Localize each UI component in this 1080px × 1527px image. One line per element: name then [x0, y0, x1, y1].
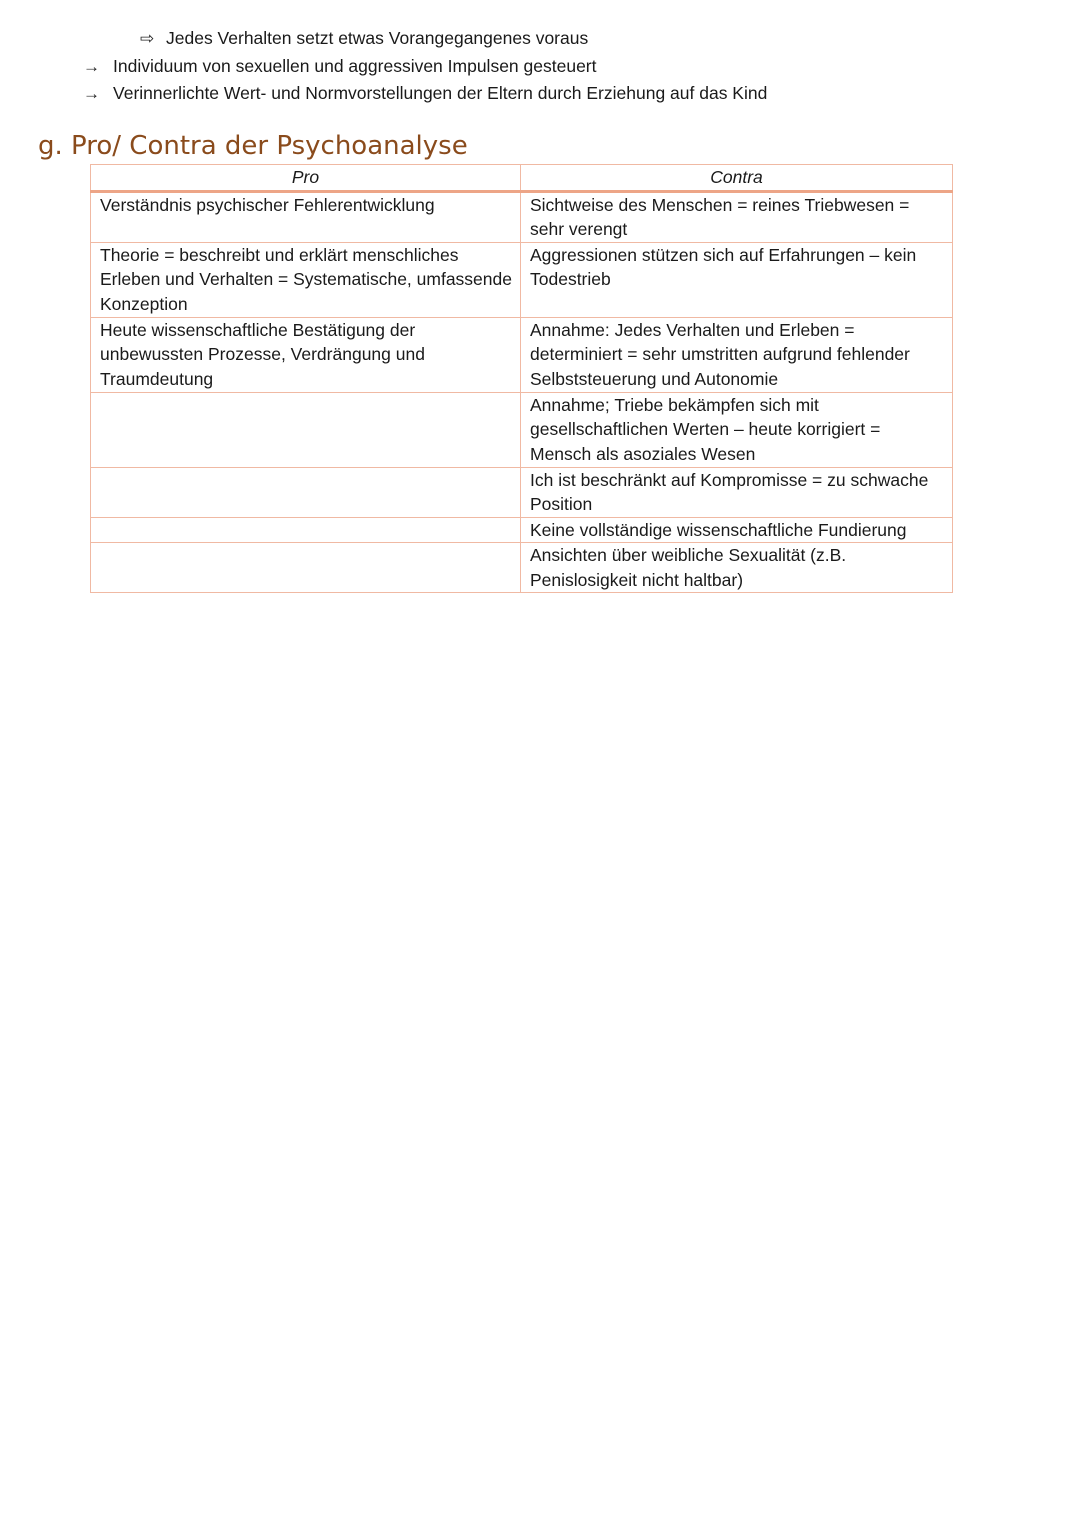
arrow-right-icon: →	[83, 84, 100, 103]
section-heading: g. Pro/ Contra der Psychoanalyse	[38, 131, 468, 161]
column-header-contra: Contra	[521, 165, 953, 192]
pro-cell	[91, 467, 521, 517]
contra-cell	[521, 317, 953, 392]
bullet-item	[83, 54, 597, 79]
cell-text: Keine vollständige wissenschaftliche Fundierung	[530, 519, 907, 540]
bullet-item	[140, 26, 588, 51]
bullet-text: Individuum von sexuellen und aggressiven Impulsen gesteuert	[113, 56, 597, 76]
pro-cell	[91, 242, 521, 317]
cell-text: Ich ist beschränkt auf Kompromisse = zu schwache Position	[530, 469, 929, 514]
bullet-item	[83, 81, 767, 106]
cell-text: Aggressionen stützen sich auf Erfahrungen – kein Todestrieb	[530, 244, 917, 289]
pro-cell	[91, 317, 521, 392]
cell-text: Sichtweise des Menschen = reines Triebwesen = sehr verengt	[530, 194, 910, 239]
contra-cell	[521, 191, 953, 242]
pro-cell	[91, 517, 521, 543]
cell-text: Heute wissenschaftliche Bestätigung der unbewussten Prozesse, Verdrängung und Traumdeutung	[100, 319, 425, 389]
contra-cell	[521, 392, 953, 467]
cell-text: Theorie = beschreibt und erklärt menschliches Erleben und Verhalten = Systematische, umfassende Konzeption	[100, 244, 512, 314]
contra-cell	[521, 543, 953, 593]
contra-cell	[521, 517, 953, 543]
table-row	[91, 517, 953, 543]
pro-contra-table	[90, 164, 953, 593]
cell-text: Ansichten über weibliche Sexualität (z.B. Penislosigkeit nicht haltbar)	[530, 545, 847, 590]
table-row	[91, 242, 953, 317]
table-row	[91, 543, 953, 593]
double-arrow-right-icon: ⇨	[140, 29, 155, 48]
bullet-text: Verinnerlichte Wert- und Normvorstellungen der Eltern durch Erziehung auf das Kind	[113, 83, 768, 103]
contra-cell	[521, 242, 953, 317]
pro-cell	[91, 392, 521, 467]
table-row	[91, 392, 953, 467]
column-header-pro: Pro	[91, 165, 521, 192]
table-row	[91, 191, 953, 242]
arrow-right-icon: →	[83, 57, 100, 76]
contra-cell	[521, 467, 953, 517]
bullet-text: Jedes Verhalten setzt etwas Vorangegangenes voraus	[166, 28, 589, 48]
table-header-row	[91, 165, 953, 192]
table-row	[91, 467, 953, 517]
cell-text: Annahme: Jedes Verhalten und Erleben = determiniert = sehr umstritten aufgrund fehlender Selbststeuerung und Autonomie	[530, 319, 910, 389]
pro-cell	[91, 543, 521, 593]
cell-text: Verständnis psychischer Fehlerentwicklung	[100, 194, 435, 215]
pro-cell	[91, 191, 521, 242]
table-row	[91, 317, 953, 392]
cell-text: Annahme; Triebe bekämpfen sich mit gesellschaftlichen Werten – heute korrigiert = Mensch als asoziales Wesen	[530, 394, 881, 464]
